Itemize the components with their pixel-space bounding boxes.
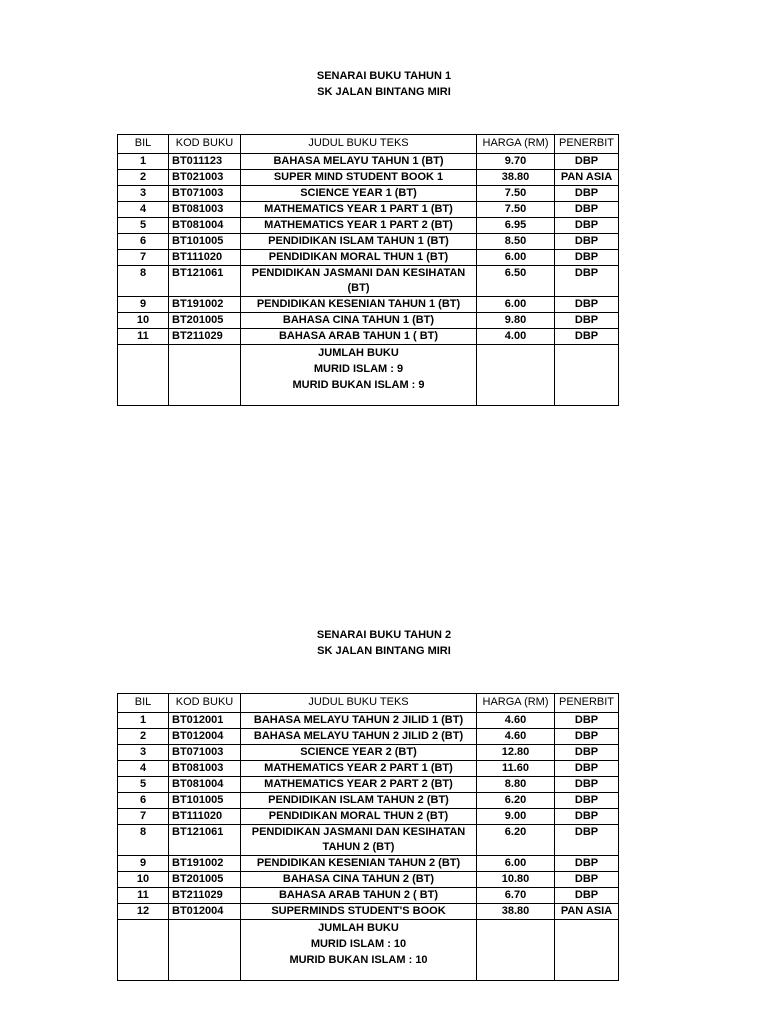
cell-judul: MATHEMATICS YEAR 1 PART 1 (BT) bbox=[241, 202, 477, 218]
cell-harga: 8.50 bbox=[477, 234, 555, 250]
table-row bbox=[118, 793, 619, 809]
table-row bbox=[118, 856, 619, 872]
cell-kod-buku: BT012004 bbox=[169, 904, 241, 920]
table-row bbox=[118, 904, 619, 920]
cell-penerbit: DBP bbox=[555, 872, 619, 888]
header-harga: HARGA (RM) bbox=[477, 135, 555, 154]
table-row bbox=[118, 825, 619, 856]
cell-harga: 9.80 bbox=[477, 313, 555, 329]
table-row bbox=[118, 729, 619, 745]
cell-bil: 3 bbox=[118, 186, 169, 202]
cell-harga: 9.00 bbox=[477, 809, 555, 825]
header-harga: HARGA (RM) bbox=[477, 694, 555, 713]
cell-harga: 12.80 bbox=[477, 745, 555, 761]
cell-bil: 2 bbox=[118, 170, 169, 186]
cell-penerbit: DBP bbox=[555, 154, 619, 170]
cell-bil: 12 bbox=[118, 904, 169, 920]
cell-penerbit: DBP bbox=[555, 297, 619, 313]
cell-bil: 8 bbox=[118, 825, 169, 856]
cell-harga: 38.80 bbox=[477, 170, 555, 186]
table-row bbox=[118, 218, 619, 234]
cell-kod-buku: BT101005 bbox=[169, 793, 241, 809]
cell-harga: 4.00 bbox=[477, 329, 555, 345]
cell-penerbit: DBP bbox=[555, 266, 619, 297]
cell-bil: 3 bbox=[118, 745, 169, 761]
cell-judul: BAHASA MELAYU TAHUN 1 (BT) bbox=[241, 154, 477, 170]
summary-label: JUMLAH BUKU bbox=[318, 922, 399, 934]
cell-penerbit: DBP bbox=[555, 186, 619, 202]
cell-penerbit: DBP bbox=[555, 313, 619, 329]
cell-harga: 6.00 bbox=[477, 856, 555, 872]
cell-kod-buku: BT191002 bbox=[169, 297, 241, 313]
header-kod-buku: KOD BUKU bbox=[169, 135, 241, 154]
cell-bil: 7 bbox=[118, 809, 169, 825]
cell-judul: PENDIDIKAN ISLAM TAHUN 2 (BT) bbox=[241, 793, 477, 809]
cell-penerbit: DBP bbox=[555, 888, 619, 904]
table-row bbox=[118, 297, 619, 313]
cell-bil: 5 bbox=[118, 218, 169, 234]
cell-kod-buku: BT111020 bbox=[169, 809, 241, 825]
cell-bil: 8 bbox=[118, 266, 169, 297]
cell-judul: MATHEMATICS YEAR 2 PART 1 (BT) bbox=[241, 761, 477, 777]
cell-kod-buku: BT191002 bbox=[169, 856, 241, 872]
cell-kod-buku: BT121061 bbox=[169, 266, 241, 297]
cell-judul: PENDIDIKAN KESENIAN TAHUN 1 (BT) bbox=[241, 297, 477, 313]
cell-kod-buku: BT071003 bbox=[169, 745, 241, 761]
cell-penerbit: DBP bbox=[555, 761, 619, 777]
cell-bil: 11 bbox=[118, 888, 169, 904]
cell-kod-buku: BT081003 bbox=[169, 202, 241, 218]
cell-judul: BAHASA CINA TAHUN 1 (BT) bbox=[241, 313, 477, 329]
cell-kod-buku: BT081004 bbox=[169, 777, 241, 793]
summary-row bbox=[118, 920, 619, 981]
cell-kod-buku: BT081003 bbox=[169, 761, 241, 777]
cell-harga: 6.00 bbox=[477, 297, 555, 313]
header-penerbit: PENERBIT bbox=[555, 694, 619, 713]
cell-kod-buku: BT012004 bbox=[169, 729, 241, 745]
table-row bbox=[118, 266, 619, 297]
cell-harga: 10.80 bbox=[477, 872, 555, 888]
cell-kod-buku: BT012001 bbox=[169, 713, 241, 729]
cell-judul: SUPER MIND STUDENT BOOK 1 bbox=[241, 170, 477, 186]
cell-penerbit: DBP bbox=[555, 713, 619, 729]
cell-harga: 7.50 bbox=[477, 202, 555, 218]
school-name: SK JALAN BINTANG MIRI bbox=[317, 86, 451, 98]
book-table bbox=[117, 693, 619, 981]
table-header-row bbox=[118, 694, 619, 713]
cell-bil: 1 bbox=[118, 713, 169, 729]
cell-kod-buku: BT081004 bbox=[169, 218, 241, 234]
summary-murid-bukan-islam: MURID BUKAN ISLAM : 9 bbox=[292, 379, 425, 391]
cell-harga: 9.70 bbox=[477, 154, 555, 170]
cell-bil: 1 bbox=[118, 154, 169, 170]
cell-kod-buku: BT211029 bbox=[169, 329, 241, 345]
table-row bbox=[118, 809, 619, 825]
table-row bbox=[118, 745, 619, 761]
cell-harga: 4.60 bbox=[477, 729, 555, 745]
table-row bbox=[118, 761, 619, 777]
table-row bbox=[118, 713, 619, 729]
summary-row bbox=[118, 345, 619, 406]
cell-harga: 6.20 bbox=[477, 825, 555, 856]
cell-harga: 6.70 bbox=[477, 888, 555, 904]
cell-kod-buku: BT111020 bbox=[169, 250, 241, 266]
table-row bbox=[118, 888, 619, 904]
cell-kod-buku: BT201005 bbox=[169, 872, 241, 888]
table-row bbox=[118, 186, 619, 202]
cell-judul: MATHEMATICS YEAR 2 PART 2 (BT) bbox=[241, 777, 477, 793]
header-judul: JUDUL BUKU TEKS bbox=[241, 135, 477, 154]
cell-harga: 6.95 bbox=[477, 218, 555, 234]
header-penerbit: PENERBIT bbox=[555, 135, 619, 154]
table-row bbox=[118, 313, 619, 329]
cell-bil: 4 bbox=[118, 202, 169, 218]
cell-penerbit: PAN ASIA bbox=[555, 170, 619, 186]
cell-penerbit: DBP bbox=[555, 329, 619, 345]
cell-penerbit: DBP bbox=[555, 809, 619, 825]
cell-penerbit: DBP bbox=[555, 234, 619, 250]
cell-bil: 5 bbox=[118, 777, 169, 793]
cell-judul: PENDIDIKAN MORAL THUN 2 (BT) bbox=[241, 809, 477, 825]
cell-judul: PENDIDIKAN MORAL THUN 1 (BT) bbox=[241, 250, 477, 266]
cell-kod-buku: BT021003 bbox=[169, 170, 241, 186]
cell-harga: 8.80 bbox=[477, 777, 555, 793]
book-list-tahun-1 bbox=[0, 68, 768, 391]
cell-bil: 9 bbox=[118, 297, 169, 313]
summary-cell bbox=[241, 920, 477, 981]
cell-judul: SCIENCE YEAR 2 (BT) bbox=[241, 745, 477, 761]
cell-penerbit: PAN ASIA bbox=[555, 904, 619, 920]
cell-judul: BAHASA CINA TAHUN 2 (BT) bbox=[241, 872, 477, 888]
book-table bbox=[117, 134, 619, 406]
table-row bbox=[118, 202, 619, 218]
cell-kod-buku: BT101005 bbox=[169, 234, 241, 250]
table-row bbox=[118, 154, 619, 170]
cell-kod-buku: BT201005 bbox=[169, 313, 241, 329]
cell-kod-buku: BT121061 bbox=[169, 825, 241, 856]
summary-label: JUMLAH BUKU bbox=[318, 347, 399, 359]
header-bil: BIL bbox=[118, 135, 169, 154]
cell-penerbit: DBP bbox=[555, 777, 619, 793]
cell-harga: 6.20 bbox=[477, 793, 555, 809]
cell-penerbit: DBP bbox=[555, 856, 619, 872]
cell-bil: 10 bbox=[118, 872, 169, 888]
table-header-row bbox=[118, 135, 619, 154]
school-name: SK JALAN BINTANG MIRI bbox=[317, 645, 451, 657]
cell-judul: PENDIDIKAN JASMANI DAN KESIHATAN (BT) bbox=[241, 266, 477, 297]
cell-penerbit: DBP bbox=[555, 729, 619, 745]
cell-kod-buku: BT071003 bbox=[169, 186, 241, 202]
cell-bil: 6 bbox=[118, 234, 169, 250]
cell-judul: SCIENCE YEAR 1 (BT) bbox=[241, 186, 477, 202]
cell-kod-buku: BT011123 bbox=[169, 154, 241, 170]
table-row bbox=[118, 777, 619, 793]
cell-bil: 2 bbox=[118, 729, 169, 745]
cell-penerbit: DBP bbox=[555, 202, 619, 218]
cell-penerbit: DBP bbox=[555, 825, 619, 856]
book-list-tahun-2 bbox=[0, 627, 768, 966]
header-judul: JUDUL BUKU TEKS bbox=[241, 694, 477, 713]
list-title: SENARAI BUKU TAHUN 2 bbox=[316, 629, 452, 641]
cell-penerbit: DBP bbox=[555, 793, 619, 809]
cell-bil: 11 bbox=[118, 329, 169, 345]
summary-murid-bukan-islam: MURID BUKAN ISLAM : 10 bbox=[289, 954, 428, 966]
cell-harga: 4.60 bbox=[477, 713, 555, 729]
cell-kod-buku: BT211029 bbox=[169, 888, 241, 904]
cell-harga: 11.60 bbox=[477, 761, 555, 777]
cell-judul: BAHASA ARAB TAHUN 1 ( BT) bbox=[241, 329, 477, 345]
cell-bil: 6 bbox=[118, 793, 169, 809]
table-row bbox=[118, 234, 619, 250]
table-row bbox=[118, 872, 619, 888]
table-row bbox=[118, 170, 619, 186]
list-title: SENARAI BUKU TAHUN 1 bbox=[316, 70, 452, 82]
cell-penerbit: DBP bbox=[555, 745, 619, 761]
summary-murid-islam: MURID ISLAM : 10 bbox=[310, 938, 407, 950]
cell-judul: BAHASA ARAB TAHUN 2 ( BT) bbox=[241, 888, 477, 904]
cell-judul: MATHEMATICS YEAR 1 PART 2 (BT) bbox=[241, 218, 477, 234]
header-bil: BIL bbox=[118, 694, 169, 713]
cell-judul: PENDIDIKAN JASMANI DAN KESIHATAN TAHUN 2 (BT) bbox=[241, 825, 477, 856]
cell-judul: PENDIDIKAN ISLAM TAHUN 1 (BT) bbox=[241, 234, 477, 250]
cell-bil: 4 bbox=[118, 761, 169, 777]
cell-judul: SUPERMINDS STUDENT'S BOOK bbox=[241, 904, 477, 920]
cell-bil: 10 bbox=[118, 313, 169, 329]
cell-bil: 9 bbox=[118, 856, 169, 872]
cell-harga: 38.80 bbox=[477, 904, 555, 920]
cell-harga: 7.50 bbox=[477, 186, 555, 202]
summary-murid-islam: MURID ISLAM : 9 bbox=[313, 363, 404, 375]
cell-penerbit: DBP bbox=[555, 250, 619, 266]
cell-judul: BAHASA MELAYU TAHUN 2 JILID 1 (BT) bbox=[241, 713, 477, 729]
cell-judul: BAHASA MELAYU TAHUN 2 JILID 2 (BT) bbox=[241, 729, 477, 745]
cell-judul: PENDIDIKAN KESENIAN TAHUN 2 (BT) bbox=[241, 856, 477, 872]
cell-bil: 7 bbox=[118, 250, 169, 266]
table-row bbox=[118, 250, 619, 266]
cell-penerbit: DBP bbox=[555, 218, 619, 234]
cell-harga: 6.00 bbox=[477, 250, 555, 266]
header-kod-buku: KOD BUKU bbox=[169, 694, 241, 713]
summary-cell bbox=[241, 345, 477, 406]
table-row bbox=[118, 329, 619, 345]
cell-harga: 6.50 bbox=[477, 266, 555, 297]
